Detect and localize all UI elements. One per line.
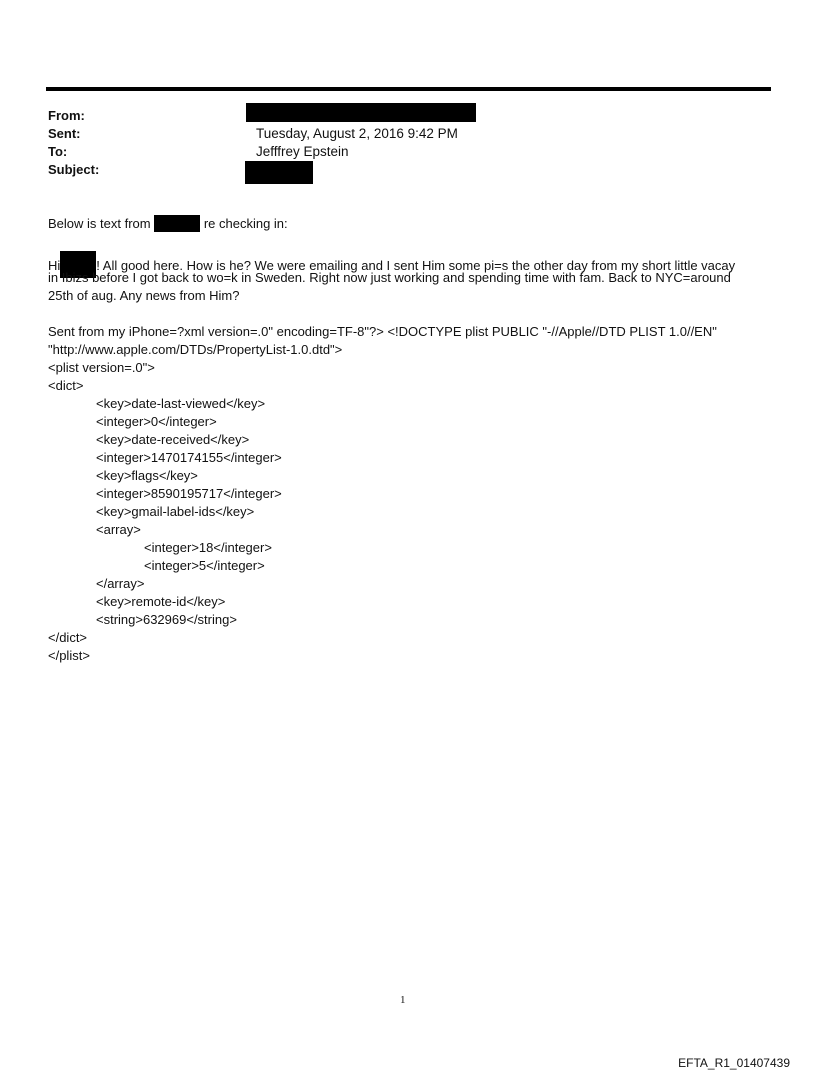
plist-line: </array>: [96, 576, 145, 591]
plist-line: <key>date-received</key>: [96, 432, 250, 447]
sent-value: Tuesday, August 2, 2016 9:42 PM: [256, 126, 458, 141]
sender-name-redaction: [154, 215, 200, 232]
plist-line: <integer>8590195717</integer>: [96, 486, 282, 501]
plist-close: </plist>: [48, 648, 90, 663]
sent-label: Sent:: [48, 126, 81, 141]
subject-redaction: [245, 161, 313, 184]
dict-open: <dict>: [48, 378, 84, 393]
plist-line: <integer>1470174155</integer>: [96, 450, 282, 465]
sent-from-line-2: "http://www.apple.com/DTDs/PropertyList-1.0.dtd">: [48, 342, 343, 357]
plist-line: <key>gmail-label-ids</key>: [96, 504, 255, 519]
plist-line: <string>632969</string>: [96, 612, 237, 627]
from-redaction: [246, 103, 476, 122]
plist-line: <integer>18</integer>: [144, 540, 272, 555]
message-text-1: ! All good here. How is he? We were emailing and I sent Him some pi=s the other day from my short little vacay: [96, 258, 736, 273]
sent-from-line-1: Sent from my iPhone=?xml version=.0" encoding=TF-8"?> <!DOCTYPE plist PUBLIC "-//Apple//DTD PLIST 1.0//EN": [48, 324, 717, 339]
dict-close: </dict>: [48, 630, 88, 645]
greeting-text: Hi: [48, 258, 61, 273]
intro-line: [48, 215, 288, 233]
plist-line: <integer>0</integer>: [96, 414, 217, 429]
plist-line: <key>date-last-viewed</key>: [96, 396, 266, 411]
to-label: To:: [48, 144, 68, 159]
from-label: From:: [48, 108, 85, 123]
subject-label: Subject:: [48, 162, 100, 177]
page-number: 1: [400, 994, 406, 1006]
header-rule: [46, 87, 771, 91]
intro-text-a: Below is text from: [48, 216, 155, 231]
plist-line: <array>: [96, 522, 141, 537]
message-line-2: in Ibizs before I got back to wo=k in Sweden. Right now just working and spending time with fam. Back to NYC=around: [48, 270, 731, 285]
message-line-3: 25th of aug. Any news from Him?: [48, 288, 240, 303]
bates-number: EFTA_R1_01407439: [678, 1056, 790, 1070]
intro-text-b: re checking in:: [200, 216, 288, 231]
plist-line: <key>remote-id</key>: [96, 594, 226, 609]
plist-line: <integer>5</integer>: [144, 558, 265, 573]
to-value: Jefffrey Epstein: [256, 144, 349, 159]
plist-open: <plist version=.0">: [48, 360, 155, 375]
plist-line: <key>flags</key>: [96, 468, 198, 483]
